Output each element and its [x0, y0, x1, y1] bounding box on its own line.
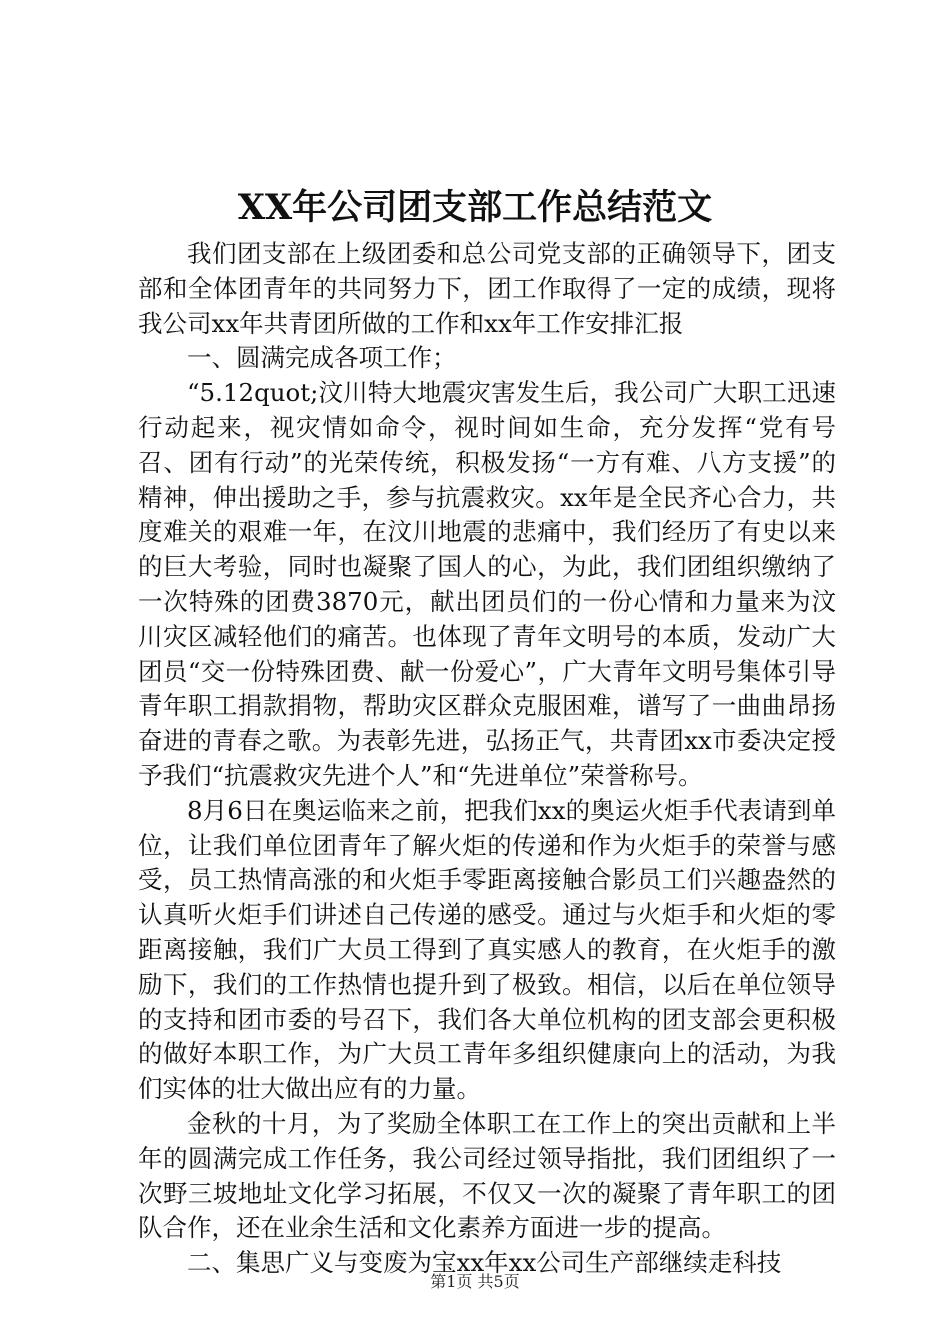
document-body [138, 237, 836, 1281]
paragraph-autumn-trip: 金秋的十月，为了奖励全体职工在工作上的突出贡献和上半年的圆满完成工作任务，我公司经过领导指批，我们团组织了一次野三坡地址文化学习拓展，不仅又一次的凝聚了青年职工的团队合作，还在业余生活和文化素养方面进一步的提高。 [138, 1108, 836, 1243]
paragraph-intro: 我们团支部在上级团委和总公司党支部的正确领导下，团支部和全体团青年的共同努力下，团工作取得了一定的成绩，现将我公司xx年共青团所做的工作和xx年工作安排汇报 [138, 239, 836, 338]
document-title: XX年公司团支部工作总结范文 [237, 187, 713, 228]
section-heading-two: 二、集思广义与变废为宝xx年xx公司生产部继续走科技 [187, 1248, 782, 1278]
page-number-footer: 第1页 共5页 [430, 1272, 520, 1291]
section-heading-one: 一、圆满完成各项工作； [187, 343, 457, 373]
paragraph-olympic-torch: 8月6日在奥运临来之前，把我们xx的奥运火炬手代表请到单位，让我们单位团青年了解火炬的传递和作为火炬手的荣誉与感受，员工热情高涨的和火炬手零距离接触合影员工们兴趣盎然的认真听火炬手们讲述自己传递的感受。通过与火炬手和火炬的零距离接触，我们广大员工得到了真实感人的教育，在火炬手的激励下，我们的工作热情也提升到了极致。相信，以后在单位领导的支持和团市委的号召下，我们各大单位机构的团支部会更积极的做好本职工作，为广大员工青年多组织健康向上的活动，为我们实体的壮大做出应有的力量。 [138, 795, 836, 1104]
paragraph-earthquake: “5.12quot;汶川特大地震灾害发生后，我公司广大职工迅速行动起来，视灾情如命令，视时间如生命，充分发挥“党有号召、团有行动”的光荣传统，积极发扬“一方有难、八方支援”的精神，伸出援助之手，参与抗震救灾。xx年是全民齐心合力，共度难关的艰难一年，在汶川地震的悲痛中，我们经历了有史以来的巨大考验，同时也凝聚了国人的心，为此，我们团组织缴纳了一次特殊的团费3870元，献出团员们的一份心情和力量来为汶川灾区减轻他们的痛苦。也体现了青年文明号的本质，发动广大团员“交一份特殊团费、献一份爱心”，广大青年文明号集体引导青年职工捐款捐物，帮助灾区群众克服困难，谱写了一曲曲昂扬奋进的青春之歌。为表彰先进，弘扬正气，共青团xx市委决定授予我们“抗震救灾先进个人”和“先进单位”荣誉称号。 [138, 378, 836, 790]
